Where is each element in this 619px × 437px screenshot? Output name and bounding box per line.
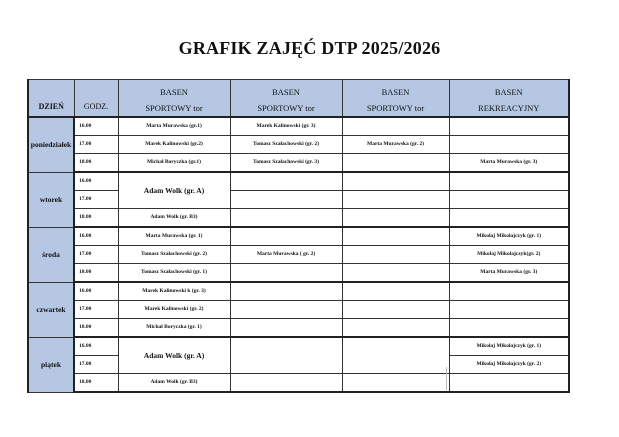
schedule-cell [230,319,342,338]
schedule-cell: Adam Wolk (gr. A) [118,172,230,209]
schedule-cell: Mikołaj Mikołajczyk (gr. 1) [449,337,569,356]
schedule-cell [449,172,569,191]
hour-header: GODZ. [74,80,118,118]
hour-cell: 16.00 [74,282,118,301]
schedule-cell [449,136,569,154]
schedule-cell: Michał Boryczka (gr. 1) [118,319,230,338]
schedule-cell [342,246,449,264]
schedule-cell [342,282,449,301]
hour-cell: 18.00 [74,154,118,173]
schedule-cell [230,227,342,246]
day-label: wtorek [28,172,74,227]
schedule-cell: Tomasz Szałachowski (gr. 2) [230,136,342,154]
schedule-cell: Marek Kalinowski (gr. 3) [230,117,342,136]
day-label: piątek [28,337,74,392]
schedule-cell [342,227,449,246]
divider [446,367,447,390]
hour-cell: 16.00 [74,172,118,191]
hour-cell: 17.00 [74,191,118,209]
table-row [28,209,569,228]
hour-cell: 17.00 [74,136,118,154]
schedule-cell [230,209,342,228]
hour-cell: 18.00 [74,264,118,283]
pool-header-3: BASEN SPORTOWY tor [342,80,449,118]
schedule-cell [342,154,449,173]
schedule-cell [230,264,342,283]
schedule-cell [449,319,569,338]
schedule-cell: Adam Wolk (gr. B3) [118,209,230,228]
schedule-cell: Mikołaj Mikołajczyk (gr. 1) [449,227,569,246]
schedule-cell: Marek Kalinowski (gr. 2) [118,301,230,319]
table-row [28,154,569,173]
day-header: DZIEŃ [28,80,74,118]
pool-header-4: BASEN REKREACYJNY [449,80,569,118]
hour-cell: 16.00 [74,227,118,246]
hour-cell: 17.00 [74,356,118,374]
table-row [28,117,569,136]
table-row [28,172,569,191]
table-row [28,227,569,246]
schedule-cell [449,374,569,393]
table-row [28,282,569,301]
schedule-cell [230,337,342,374]
table-row [28,301,569,319]
hour-cell: 18.00 [74,374,118,393]
schedule-cell [342,117,449,136]
schedule-cell [230,191,342,209]
header-row [28,80,569,118]
schedule-cell [230,172,342,191]
schedule-cell: Tomasz Szałachowski (gr. 2) [118,246,230,264]
hour-cell: 17.00 [74,246,118,264]
schedule-cell: Adam Wolk (gr. A) [118,337,230,374]
schedule-cell: Tomasz Szałachowski (gr. 1) [118,264,230,283]
day-label: czwartek [28,282,74,337]
schedule-cell [230,301,342,319]
table-row [28,337,569,356]
schedule-cell [342,301,449,319]
schedule-cell [449,209,569,228]
schedule-cell [230,374,342,393]
schedule-cell: Marek Kalinowski k (gr. 3) [118,282,230,301]
schedule-cell [449,301,569,319]
schedule-cell: Marek Kalinowski (gr.2) [118,136,230,154]
pool-header-2: BASEN SPORTOWY tor [230,80,342,118]
hour-cell: 16.00 [74,337,118,356]
table-row [28,136,569,154]
day-label: poniedziałek [28,117,74,172]
schedule-cell [342,337,449,374]
schedule-cell [342,374,449,393]
schedule-cell [342,172,449,191]
schedule-cell: Michał Boryczka (gr.1) [118,154,230,173]
schedule-cell: Marta Murawska (gr. 2) [342,136,449,154]
table-row [28,319,569,338]
hour-cell: 18.00 [74,319,118,338]
schedule-cell: Tomasz Szałachowski (gr. 3) [230,154,342,173]
schedule-cell [342,319,449,338]
schedule-cell: Adam Wolk (gr. B3) [118,374,230,393]
schedule-cell [342,264,449,283]
pool-header-1: BASEN SPORTOWY tor [118,80,230,118]
schedule-cell: Marta Murawska ( gr. 2) [230,246,342,264]
schedule-cell: Mikołaj Mikołajczyk(gr. 2) [449,246,569,264]
schedule-cell: Marta Murawska (gr. 3) [449,264,569,283]
schedule-cell: Marta Murawska (gr. 3) [449,154,569,173]
table-row [28,264,569,283]
schedule-cell [342,191,449,209]
schedule-cell [342,209,449,228]
page-title: GRAFIK ZAJĘĆ DTP 2025/2026 [178,38,441,58]
schedule-cell [449,282,569,301]
hour-cell: 16.00 [74,117,118,136]
day-label: środa [28,227,74,282]
schedule-cell [449,191,569,209]
table-row [28,374,569,393]
schedule-cell: Marta Murawska (gr. 1) [118,227,230,246]
schedule-cell [449,117,569,136]
table-row [28,246,569,264]
schedule-cell: Mikołaj Mikołajczyk (gr. 2) [449,356,569,374]
table-row [28,191,569,209]
schedule-cell: Marta Murawska (gr.1) [118,117,230,136]
hour-cell: 18.00 [74,209,118,228]
schedule-table [27,79,570,393]
hour-cell: 17.00 [74,301,118,319]
schedule-cell [230,282,342,301]
